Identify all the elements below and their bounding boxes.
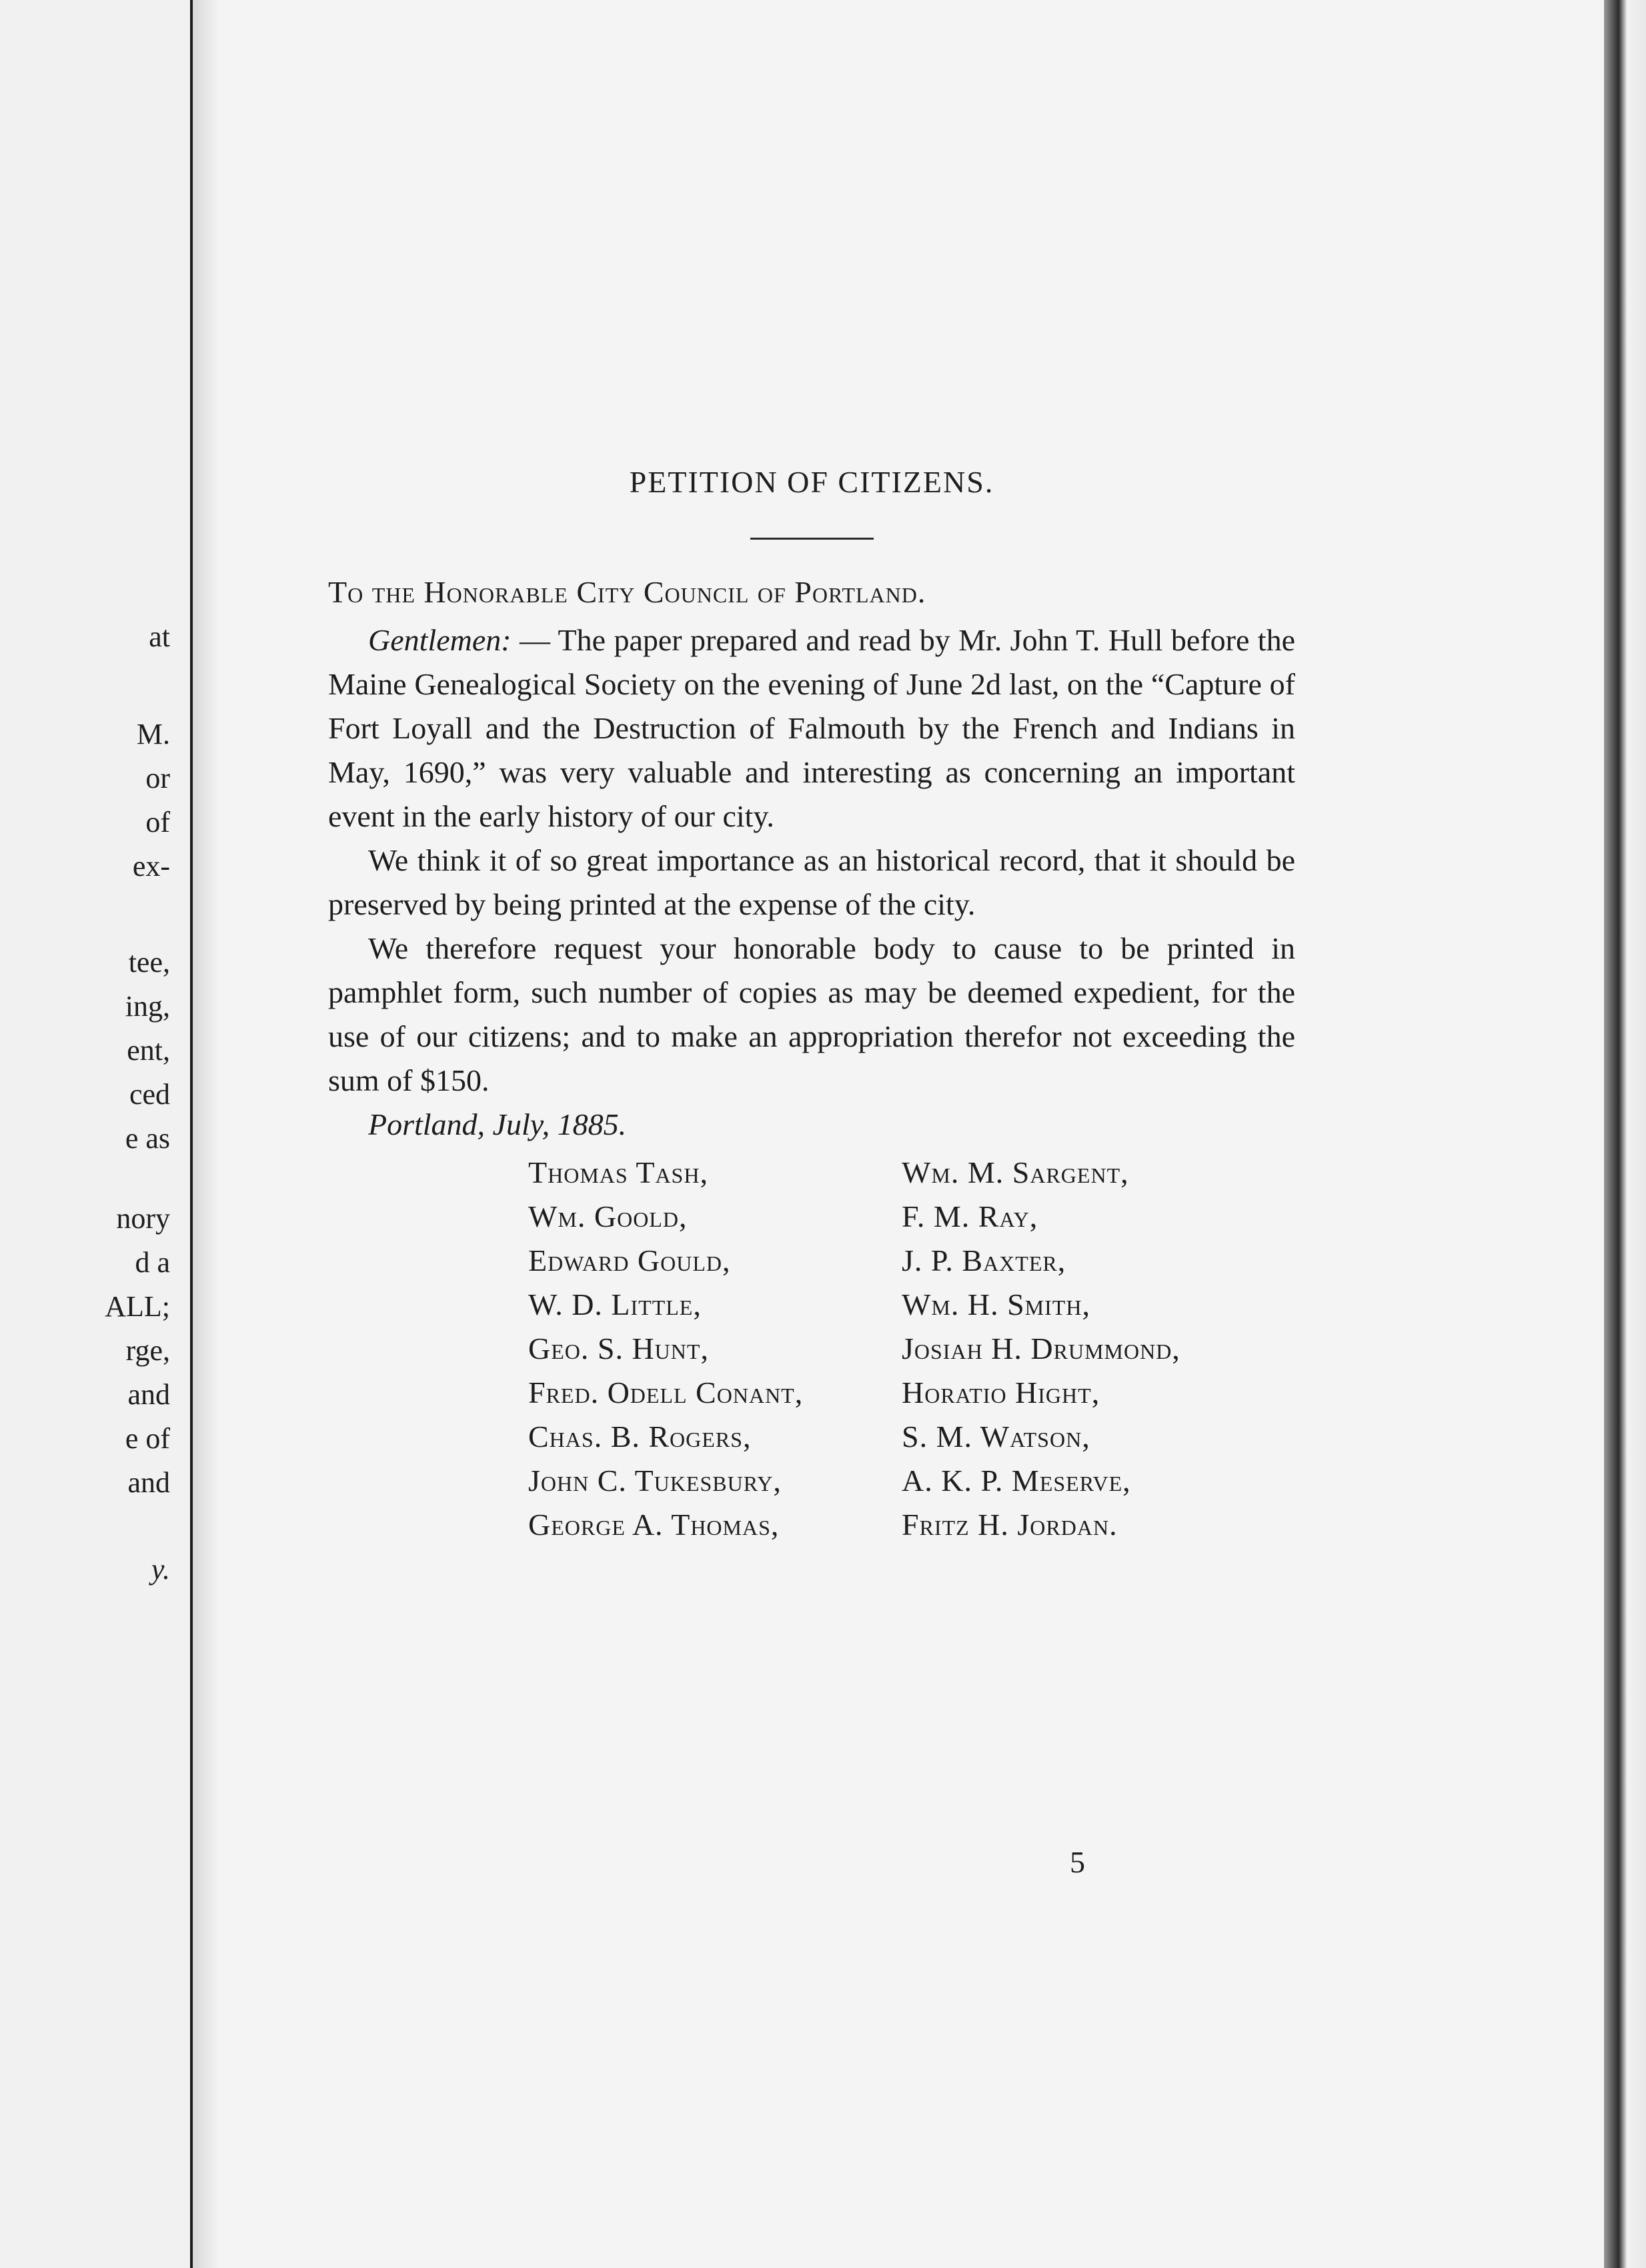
- title-divider: [750, 538, 874, 540]
- signatory-name: Thomas Tash,: [528, 1155, 708, 1189]
- signatory-name: Fred. Odell Conant,: [528, 1375, 804, 1409]
- signatory-name: Wm. M. Sargent,: [902, 1155, 1129, 1189]
- signatory-name: S. M. Watson,: [902, 1420, 1090, 1454]
- signatory-name: F. M. Ray,: [902, 1199, 1038, 1233]
- body-paragraph-1: Gentlemen: — The paper prepared and read by Mr. John T. Hull before the Maine Genealogical Society on the evening of June 2d last, on the “Capture of Fort Loyall and the Destruction of Falmouth by the French and Indians in May, 1690,” was very valuable and interesting as concerning an important event in the early history of our city.: [328, 623, 1295, 833]
- left-page-fragment: d a: [135, 1246, 170, 1279]
- signatory-name: J. P. Baxter,: [902, 1243, 1066, 1277]
- page-title: PETITION OF CITIZENS.: [629, 465, 994, 499]
- spine-shadow: [193, 0, 219, 2268]
- signatory-name: A. K. P. Meserve,: [902, 1464, 1131, 1498]
- signatories-list: [528, 1151, 1295, 1547]
- left-page-fragment: ALL;: [105, 1290, 170, 1323]
- left-page-fragment: at: [149, 620, 170, 653]
- signatory-name: Geo. S. Hunt,: [528, 1331, 709, 1365]
- salutation-gentlemen: Gentlemen:: [368, 623, 512, 657]
- signatory-name: Horatio Hight,: [902, 1375, 1100, 1409]
- signatory-name: Wm. H. Smith,: [902, 1287, 1090, 1321]
- left-page-fragment: ex-: [132, 850, 170, 883]
- body-paragraph-3: We therefore request your honorable body to cause to be printed in pamphlet form, such number of copies as may be deemed expedient, for the use of our citizens; and to make an appropriation therefor not exceeding the sum of $150.: [328, 931, 1295, 1097]
- signatory-name: Fritz H. Jordan.: [902, 1508, 1118, 1542]
- date-line: Portland, July, 1885.: [368, 1107, 627, 1141]
- main-page: [193, 0, 1604, 2268]
- signatory-name: Josiah H. Drummond,: [902, 1331, 1180, 1365]
- signatory-name: Chas. B. Rogers,: [528, 1420, 752, 1454]
- left-page-fragment: tee,: [128, 946, 170, 979]
- left-page-fragment: and: [127, 1378, 170, 1411]
- left-page-fragment: of: [145, 806, 170, 838]
- page-number: 5: [1070, 1845, 1085, 1879]
- left-page-fragment: or: [145, 762, 170, 794]
- left-page-fragment: y.: [151, 1553, 170, 1586]
- signatory-name: John C. Tukesbury,: [528, 1464, 782, 1498]
- signatory-name: George A. Thomas,: [528, 1508, 780, 1542]
- left-facing-page: [0, 0, 193, 2268]
- left-page-fragment: ced: [129, 1078, 170, 1111]
- left-page-fragment: rge,: [125, 1334, 170, 1367]
- left-page-fragment: ing,: [125, 990, 170, 1023]
- signatory-name: W. D. Little,: [528, 1287, 702, 1321]
- page-edge: [1604, 0, 1646, 2268]
- left-page-fragment: nory: [116, 1202, 170, 1235]
- signatory-name: Wm. Goold,: [528, 1199, 688, 1233]
- left-page-fragment: e of: [125, 1422, 170, 1455]
- petition-content: [328, 460, 1295, 1547]
- left-page-fragment: ent,: [127, 1034, 170, 1067]
- salutation-heading: To the Honorable City Council of Portland.: [328, 575, 926, 609]
- left-page-fragment: M.: [136, 718, 170, 750]
- left-page-fragment: and: [127, 1466, 170, 1499]
- signatory-name: Edward Gould,: [528, 1243, 731, 1277]
- left-page-fragment: e as: [125, 1122, 170, 1155]
- body-paragraph-2: We think it of so great importance as an historical record, that it should be preserved by being printed at the expense of the city.: [328, 843, 1295, 921]
